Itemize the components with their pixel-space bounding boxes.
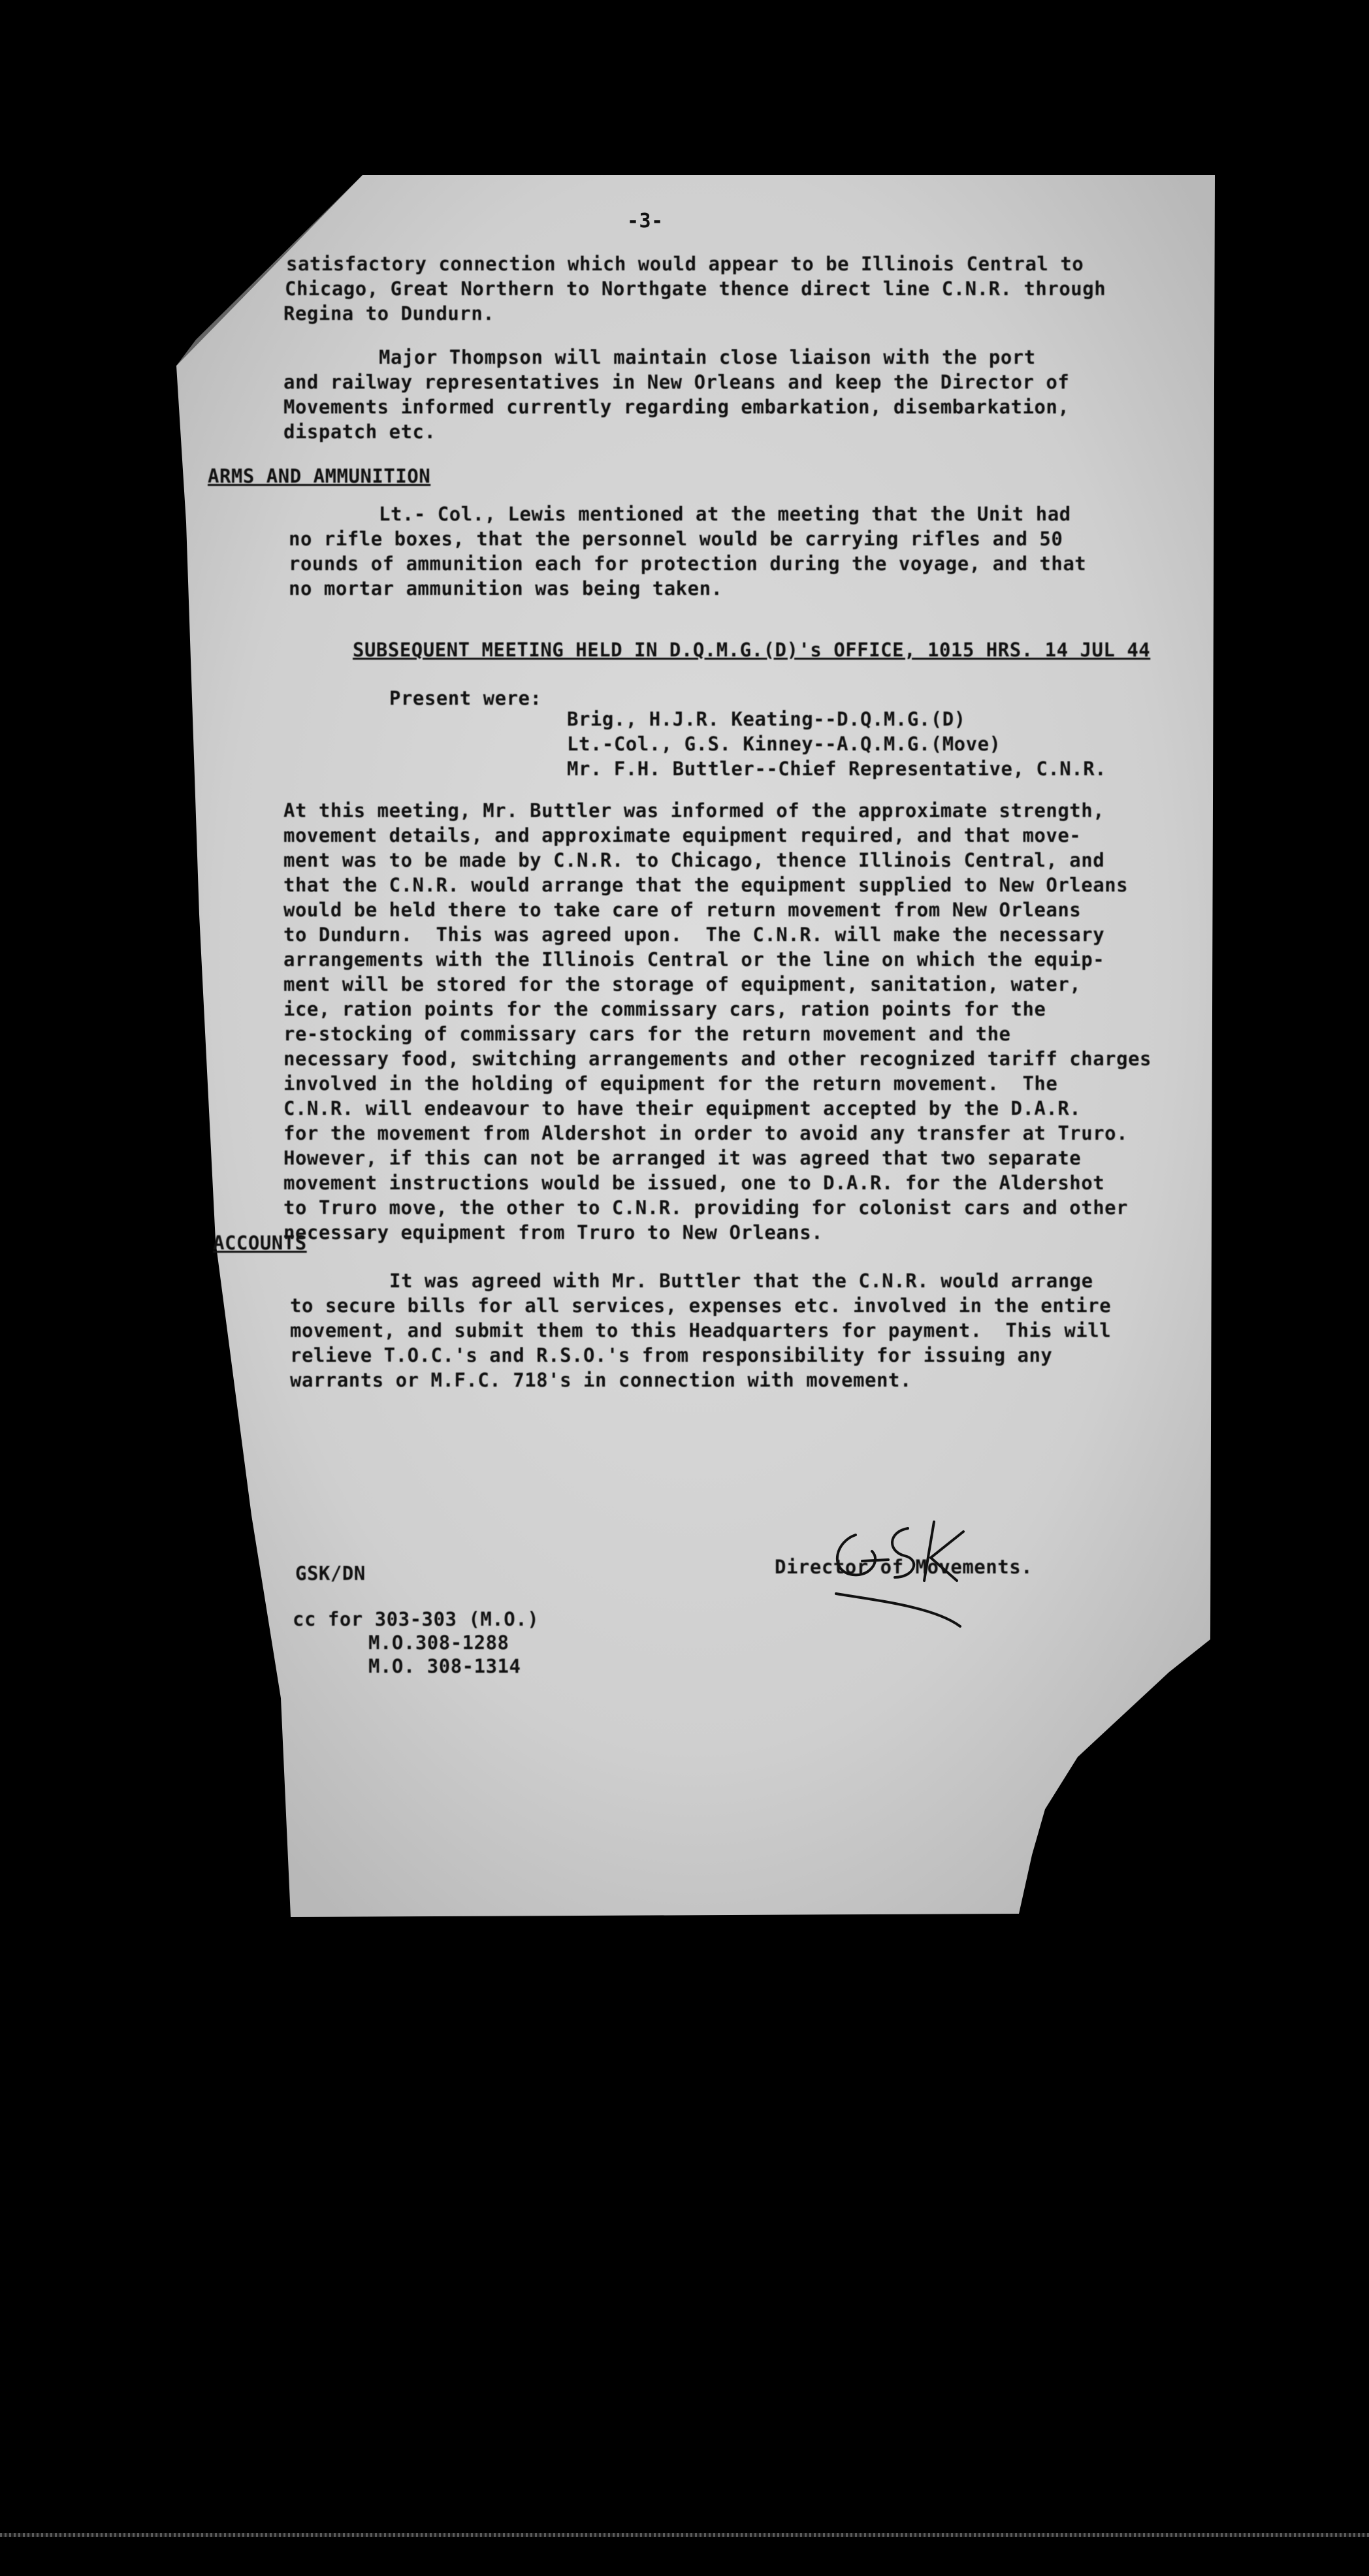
connection-line-1: satisfactory connection which would appear to be Illinois Central to bbox=[286, 253, 1084, 275]
meeting-line-3: ment was to be made by C.N.R. to Chicago, thence Illinois Central, and bbox=[283, 849, 1105, 871]
meeting-line-9: ice, ration points for the commissary cars, ration points for the bbox=[283, 998, 1046, 1020]
thompson-line-4: dispatch etc. bbox=[283, 421, 436, 443]
arms-line-3: rounds of ammunition each for protection during the voyage, and that bbox=[289, 553, 1087, 575]
meeting-line-17: to Truro move, the other to C.N.R. providing for colonist cars and other bbox=[283, 1197, 1129, 1219]
arms-line-2: no rifle boxes, that the personnel would be carrying rifles and 50 bbox=[289, 528, 1063, 550]
heading-subsequent-meeting: SUBSEQUENT MEETING HELD IN D.Q.M.G.(D)'s OFFICE, 1015 HRS. 14 JUL 44 bbox=[353, 639, 1151, 661]
thompson-line-1: Major Thompson will maintain close liaison with the port bbox=[379, 346, 1036, 368]
accounts-line-3: movement, and submit them to this Headquarters for payment. This will bbox=[290, 1319, 1112, 1342]
heading-accounts: ACCOUNTS bbox=[213, 1232, 307, 1254]
arms-line-4: no mortar ammunition was being taken. bbox=[289, 577, 723, 600]
page-number: -3- bbox=[627, 210, 664, 233]
signatory-title: Director of Movements. bbox=[775, 1556, 1033, 1578]
meeting-line-5: would be held there to take care of return movement from New Orleans bbox=[283, 899, 1082, 921]
attendee-2: Lt.-Col., G.S. Kinney--A.Q.M.G.(Move) bbox=[567, 733, 1001, 755]
meeting-line-8: ment will be stored for the storage of equipment, sanitation, water, bbox=[283, 973, 1082, 995]
thompson-line-3: Movements informed currently regarding embarkation, disembarkation, bbox=[283, 396, 1070, 418]
arms-line-1: Lt.- Col., Lewis mentioned at the meeting that the Unit had bbox=[379, 503, 1071, 525]
attendee-1: Brig., H.J.R. Keating--D.Q.M.G.(D) bbox=[567, 708, 966, 730]
cc-line-3: M.O. 308-1314 bbox=[368, 1655, 521, 1677]
connection-line-2: Chicago, Great Northern to Northgate thence direct line C.N.R. through bbox=[285, 278, 1106, 300]
cc-line-2: M.O.308-1288 bbox=[368, 1632, 509, 1654]
meeting-line-1: At this meeting, Mr. Buttler was informed of the approximate strength, bbox=[283, 799, 1105, 822]
connection-line-3: Regina to Dundurn. bbox=[283, 302, 495, 325]
heading-arms-ammunition: ARMS AND AMMUNITION bbox=[208, 465, 431, 487]
accounts-line-1: It was agreed with Mr. Buttler that the C.N.R. would arrange bbox=[389, 1270, 1093, 1292]
meeting-line-10: re-stocking of commissary cars for the return movement and the bbox=[283, 1023, 1011, 1045]
accounts-line-4: relieve T.O.C.'s and R.S.O.'s from responsibility for issuing any bbox=[290, 1344, 1053, 1366]
scan-artifact bbox=[0, 2533, 1369, 2537]
reference-initials: GSK/DN bbox=[295, 1562, 366, 1585]
meeting-line-16: movement instructions would be issued, one to D.A.R. for the Aldershot bbox=[283, 1172, 1105, 1194]
thompson-line-2: and railway representatives in New Orleans and keep the Director of bbox=[283, 371, 1070, 393]
meeting-line-12: involved in the holding of equipment for the return movement. The bbox=[283, 1072, 1058, 1095]
meeting-line-18: necessary equipment from Truro to New Orleans. bbox=[283, 1221, 824, 1244]
meeting-line-4: that the C.N.R. would arrange that the equipment supplied to New Orleans bbox=[283, 874, 1129, 896]
accounts-line-2: to secure bills for all services, expenses etc. involved in the entire bbox=[290, 1295, 1112, 1317]
cc-line-1: cc for 303-303 (M.O.) bbox=[293, 1608, 540, 1630]
meeting-line-14: for the movement from Aldershot in order to avoid any transfer at Truro. bbox=[283, 1122, 1129, 1144]
attendee-3: Mr. F.H. Buttler--Chief Representative, C.N.R. bbox=[567, 758, 1107, 780]
meeting-line-7: arrangements with the Illinois Central or the line on which the equip- bbox=[283, 948, 1105, 971]
accounts-line-5: warrants or M.F.C. 718's in connection with movement. bbox=[290, 1369, 912, 1391]
present-label: Present were: bbox=[389, 687, 542, 709]
meeting-line-13: C.N.R. will endeavour to have their equipment accepted by the D.A.R. bbox=[283, 1097, 1082, 1119]
meeting-line-11: necessary food, switching arrangements and other recognized tariff charges bbox=[283, 1048, 1152, 1070]
meeting-line-6: to Dundurn. This was agreed upon. The C.N.R. will make the necessary bbox=[283, 924, 1105, 946]
meeting-line-15: However, if this can not be arranged it was agreed that two separate bbox=[283, 1147, 1082, 1169]
signature bbox=[810, 1496, 1006, 1639]
meeting-line-2: movement details, and approximate equipment required, and that move- bbox=[283, 824, 1082, 846]
